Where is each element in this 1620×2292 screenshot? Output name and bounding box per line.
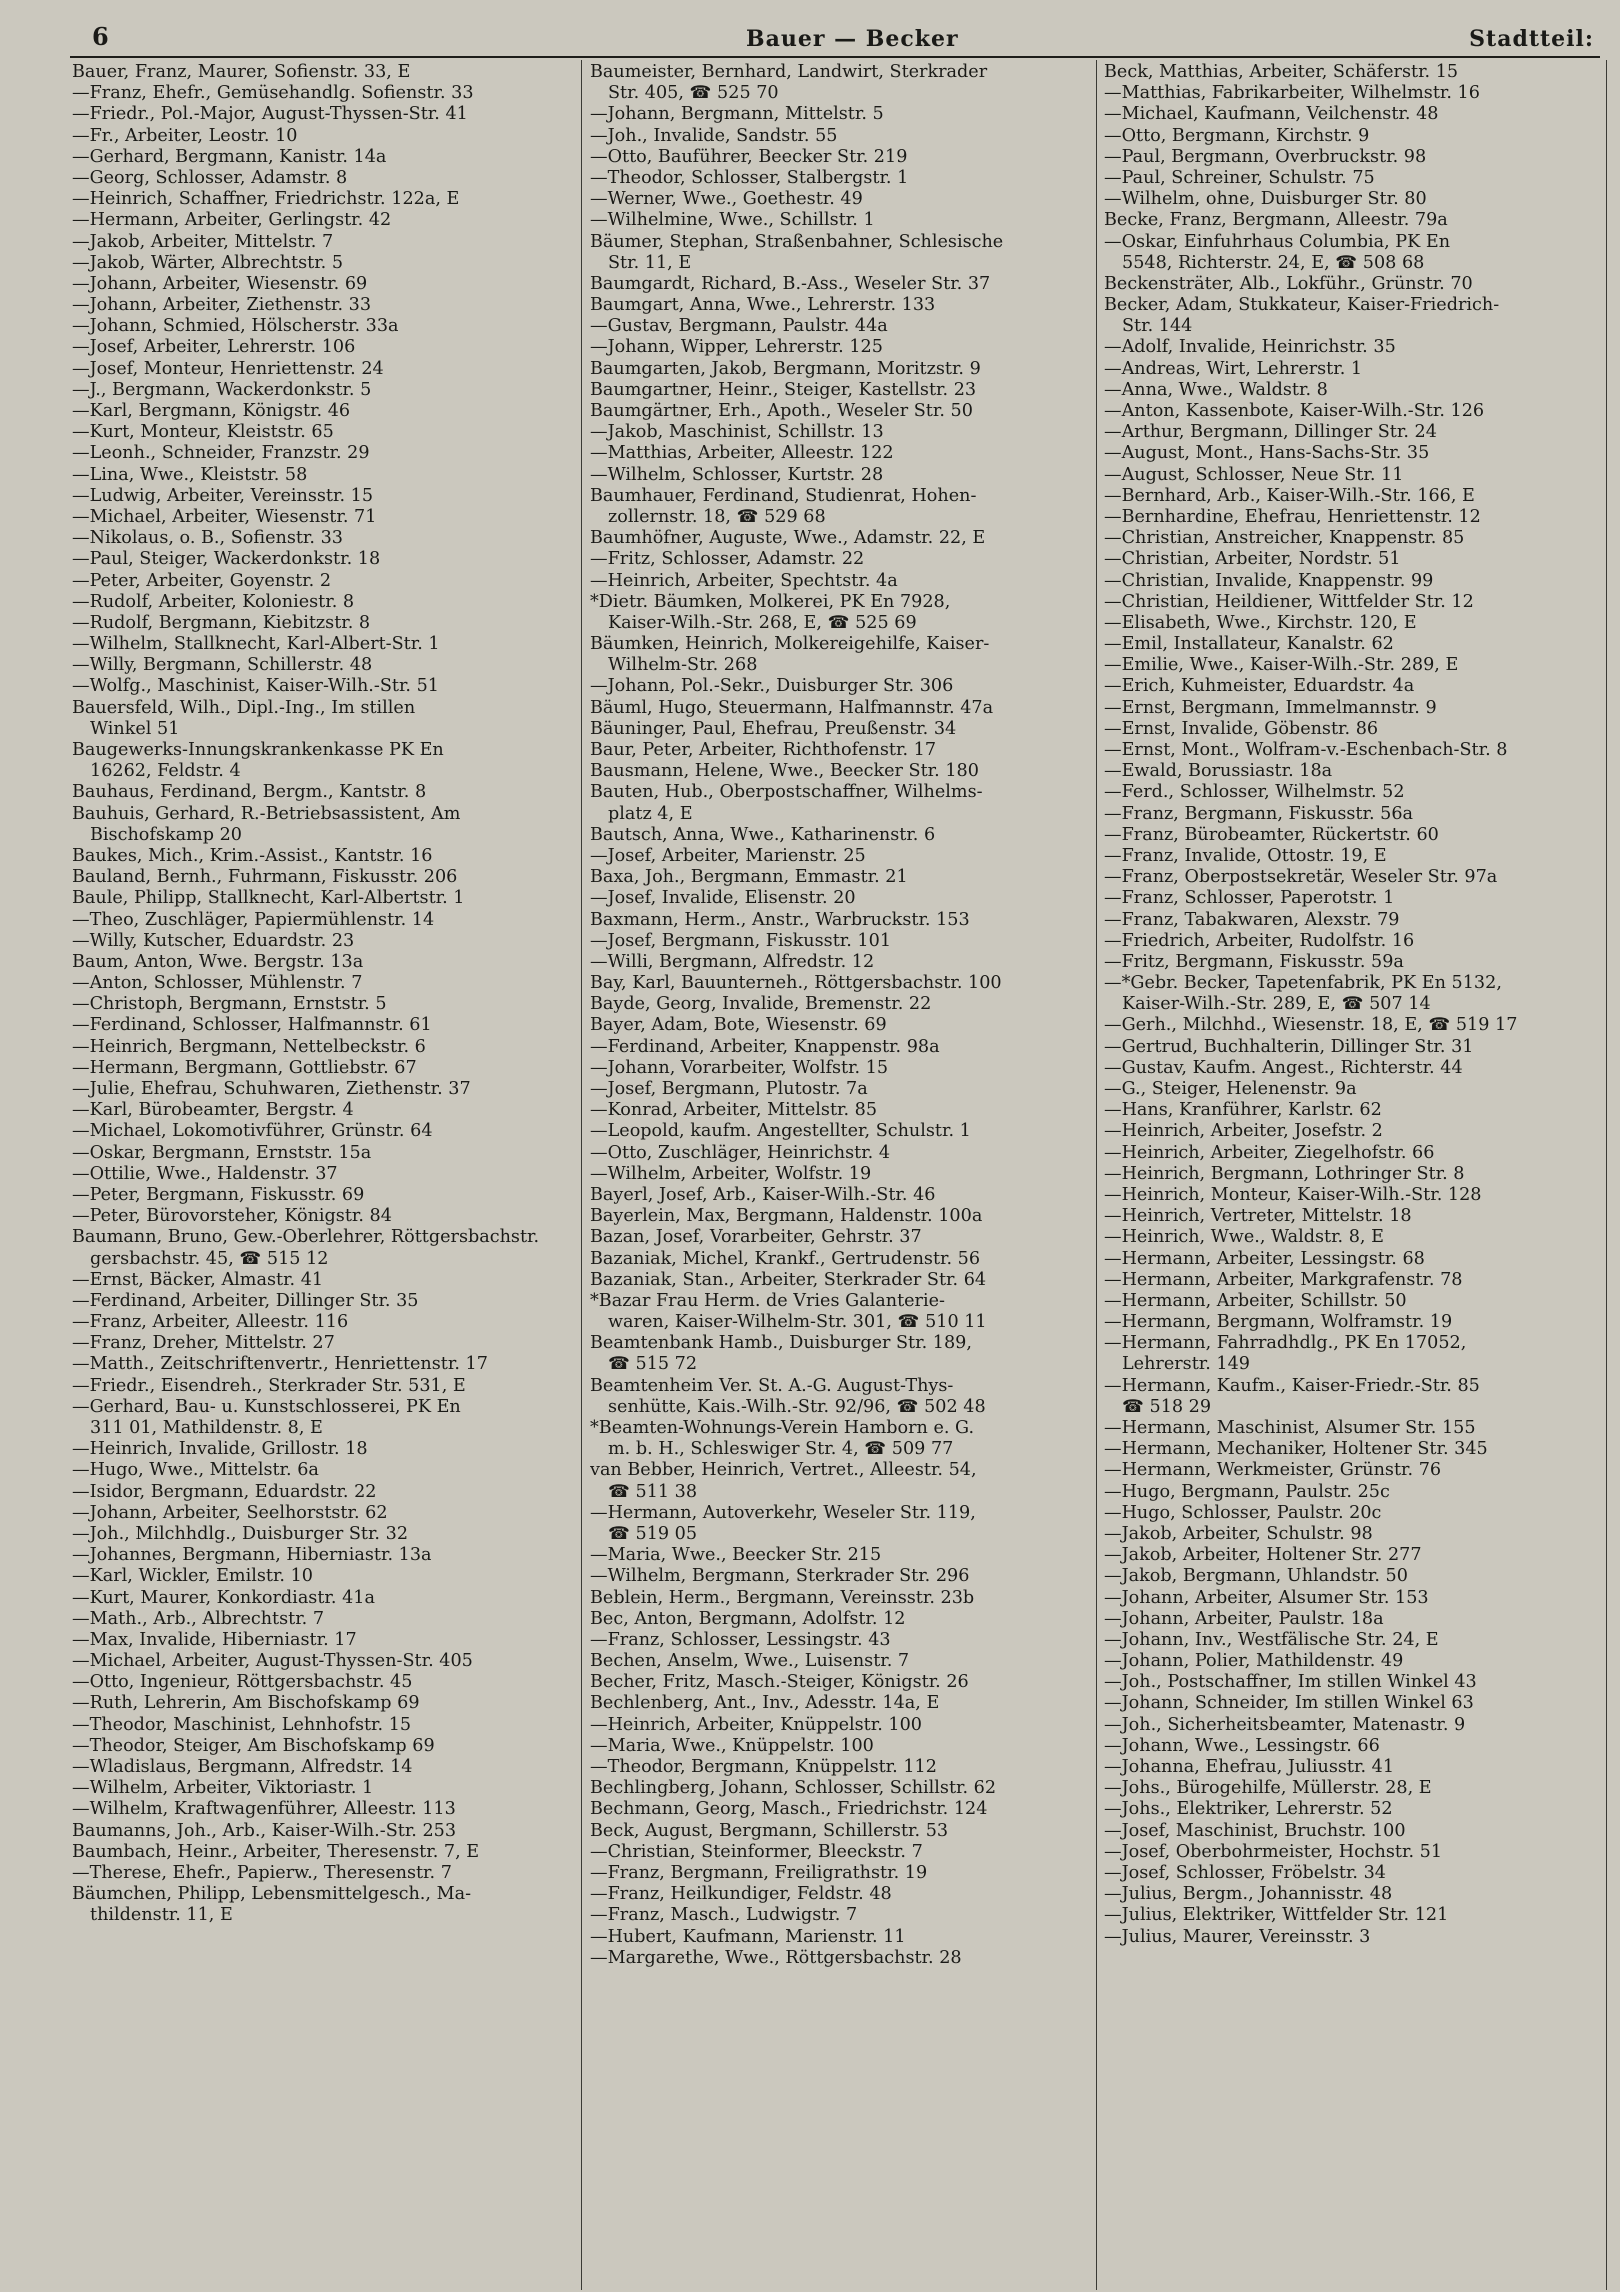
directory-entry: Baumann, Bruno, Gew.-Oberlehrer, Röttgersbachstr.: [72, 1227, 540, 1248]
directory-entry: —Heinrich, Vertreter, Mittelstr. 18: [1104, 1206, 1412, 1227]
directory-entry: —Ludwig, Arbeiter, Vereinsstr. 15: [72, 485, 374, 506]
directory-entry: —Karl, Bürobeamter, Bergstr. 4: [72, 1100, 354, 1121]
directory-entry: —Johs., Bürogehilfe, Müllerstr. 28, E: [1104, 1778, 1432, 1799]
directory-entry: Beamtenbank Hamb., Duisburger Str. 189,: [590, 1333, 972, 1354]
column-divider: [581, 60, 582, 2290]
directory-column-3: [1104, 62, 1600, 2284]
directory-entry: —Johann, Arbeiter, Seelhorststr. 62: [72, 1502, 388, 1523]
directory-entry: —Johann, Arbeiter, Wiesenstr. 69: [72, 273, 368, 294]
directory-entry: Bauhuis, Gerhard, R.-Betriebsassistent, Am: [72, 803, 461, 824]
district-heading: Stadtteil:: [1469, 26, 1594, 52]
directory-entry: —Ruth, Lehrerin, Am Bischofskamp 69: [72, 1693, 420, 1714]
header-rule: [70, 56, 1600, 58]
directory-entry: —Emil, Installateur, Kanalstr. 62: [1104, 634, 1394, 655]
directory-entry: —Hermann, Werkmeister, Grünstr. 76: [1104, 1460, 1442, 1481]
directory-entry: —Oskar, Bergmann, Ernststr. 15a: [72, 1142, 372, 1163]
directory-entry: —Therese, Ehefr., Papierw., Theresenstr. 7: [72, 1862, 452, 1883]
directory-entry: —Franz, Bergmann, Fiskusstr. 56a: [1104, 803, 1414, 824]
directory-entry: —Johann, Polier, Mathildenstr. 49: [1104, 1651, 1404, 1672]
directory-entry: Baugewerks-Innungskrankenkasse PK En: [72, 740, 444, 760]
directory-entry: —Otto, Bergmann, Kirchstr. 9: [1104, 125, 1370, 146]
directory-entry: —August, Mont., Hans-Sachs-Str. 35: [1104, 443, 1430, 464]
directory-entry: Becker, Adam, Stukkateur, Kaiser-Friedrich-: [1104, 295, 1500, 316]
directory-entry: —Wladislaus, Bergmann, Alfredstr. 14: [72, 1757, 413, 1777]
directory-entry: Bayer, Adam, Bote, Wiesenstr. 69: [590, 1015, 887, 1036]
directory-entry: —Ferdinand, Arbeiter, Knappenstr. 98a: [590, 1036, 940, 1057]
directory-entry: Beblein, Herm., Bergmann, Vereinsstr. 23b: [590, 1587, 975, 1608]
entry-continuation: 311 01, Mathildenstr. 8, E: [90, 1418, 323, 1438]
directory-entry: —Heinrich, Arbeiter, Knüppelstr. 100: [590, 1714, 922, 1735]
directory-entry: —Heinrich, Invalide, Grillostr. 18: [72, 1439, 368, 1460]
directory-entry: Baumgarten, Jakob, Bergmann, Moritzstr. 9: [590, 358, 981, 379]
directory-entry: —Karl, Bergmann, Königstr. 46: [72, 401, 351, 421]
directory-entry: —Math., Arb., Albrechtstr. 7: [72, 1608, 325, 1629]
entry-continuation: Wilhelm-Str. 268: [608, 655, 758, 676]
entry-continuation: Lehrerstr. 149: [1122, 1354, 1251, 1375]
directory-entry: Baumgart, Anna, Wwe., Lehrerstr. 133: [590, 295, 936, 316]
directory-entry: Bauland, Bernh., Fuhrmann, Fiskusstr. 206: [72, 867, 458, 888]
directory-entry: —Josef, Schlosser, Fröbelstr. 34: [1104, 1862, 1386, 1883]
directory-entry: —Hugo, Wwe., Mittelstr. 6a: [72, 1460, 319, 1481]
directory-entry: —Ottilie, Wwe., Haldenstr. 37: [72, 1163, 338, 1184]
directory-entry: —Kurt, Monteur, Kleiststr. 65: [72, 422, 334, 443]
directory-entry: Bechlingberg, Johann, Schlosser, Schillstr. 62: [590, 1778, 997, 1799]
directory-entry: —Matthias, Fabrikarbeiter, Wilhelmstr. 16: [1104, 83, 1480, 104]
directory-entry: —Ernst, Invalide, Göbenstr. 86: [1104, 718, 1379, 739]
directory-entry: —Nikolaus, o. B., Sofienstr. 33: [72, 528, 343, 549]
directory-entry: Baumbach, Heinr., Arbeiter, Theresenstr. 7, E: [72, 1841, 480, 1862]
directory-entry: —Franz, Masch., Ludwigstr. 7: [590, 1905, 858, 1926]
directory-entry: Baumhöfner, Auguste, Wwe., Adamstr. 22, E: [590, 528, 986, 549]
directory-entry: —Josef, Bergmann, Fiskusstr. 101: [590, 930, 892, 951]
directory-entry: —Julie, Ehefrau, Schuhwaren, Ziethenstr. 37: [72, 1079, 471, 1099]
entry-continuation: platz 4, E: [608, 803, 693, 824]
directory-entry: —Johs., Elektriker, Lehrerstr. 52: [1104, 1799, 1393, 1820]
directory-entry: —Gertrud, Buchhalterin, Dillinger Str. 31: [1104, 1036, 1474, 1057]
directory-entry: Baumgärtner, Erh., Apoth., Weseler Str. 50: [590, 401, 973, 421]
directory-entry: —Josef, Arbeiter, Lehrerstr. 106: [72, 337, 356, 358]
directory-entry: —Paul, Steiger, Wackerdonkstr. 18: [72, 549, 381, 570]
directory-entry: —Jakob, Bergmann, Uhlandstr. 50: [1104, 1566, 1408, 1587]
directory-entry: —Elisabeth, Wwe., Kirchstr. 120, E: [1104, 612, 1417, 633]
directory-entry: —Paul, Schreiner, Schulstr. 75: [1104, 167, 1375, 188]
entry-continuation: ☎ 515 72: [608, 1354, 698, 1375]
directory-entry: —Kurt, Maurer, Konkordiastr. 41a: [72, 1587, 375, 1608]
entry-continuation: thildenstr. 11, E: [90, 1905, 233, 1926]
directory-entry: —Heinrich, Schaffner, Friedrichstr. 122a, E: [72, 189, 460, 210]
directory-column-1: [72, 62, 572, 2284]
directory-entry: —Adolf, Invalide, Heinrichstr. 35: [1104, 337, 1396, 358]
directory-entry: —August, Schlosser, Neue Str. 11: [1104, 464, 1404, 485]
directory-entry: —Franz, Schlosser, Lessingstr. 43: [590, 1629, 891, 1650]
entry-continuation: Str. 11, E: [608, 252, 692, 273]
directory-entry: —Theodor, Bergmann, Knüppelstr. 112: [590, 1757, 937, 1777]
directory-entry: —Karl, Wickler, Emilstr. 10: [72, 1566, 313, 1587]
entry-continuation: zollernstr. 18, ☎ 529 68: [608, 506, 826, 527]
directory-entry: —Hermann, Arbeiter, Lessingstr. 68: [1104, 1248, 1425, 1269]
directory-entry: —Erich, Kuhmeister, Eduardstr. 4a: [1104, 676, 1415, 697]
directory-entry: —Jakob, Wärter, Albrechtstr. 5: [72, 252, 344, 273]
directory-entry: —Johann, Wwe., Lessingstr. 66: [1104, 1735, 1380, 1756]
directory-entry: —Rudolf, Arbeiter, Koloniestr. 8: [72, 591, 355, 612]
directory-entry: Baum, Anton, Wwe. Bergstr. 13a: [72, 951, 364, 972]
directory-entry: —Heinrich, Arbeiter, Ziegelhofstr. 66: [1104, 1142, 1435, 1163]
directory-entry: —Gustav, Kaufm. Angest., Richterstr. 44: [1104, 1057, 1463, 1078]
directory-entry: —Gerh., Milchhd., Wiesenstr. 18, E, ☎ 519 17: [1104, 1015, 1518, 1036]
directory-entry: —Michael, Arbeiter, August-Thyssen-Str. 405: [72, 1651, 473, 1672]
directory-entry: —Joh., Postschaffner, Im stillen Winkel 43: [1104, 1672, 1477, 1693]
directory-entry: Beamtenheim Ver. St. A.-G. August-Thys-: [590, 1375, 954, 1396]
directory-entry: —Ernst, Bergmann, Immelmannstr. 9: [1104, 697, 1437, 718]
directory-entry: —Gerhard, Bergmann, Kanistr. 14a: [72, 146, 387, 167]
page-number: 6: [92, 22, 109, 51]
directory-entry: —Max, Invalide, Hiberniastr. 17: [72, 1629, 357, 1650]
entry-continuation: Winkel 51: [90, 718, 180, 739]
directory-entry: Bäuninger, Paul, Ehefrau, Preußenstr. 34: [590, 718, 957, 739]
directory-entry: —Heinrich, Bergmann, Lothringer Str. 8: [1104, 1163, 1465, 1184]
directory-entry: —Hermann, Arbeiter, Schillstr. 50: [1104, 1290, 1407, 1311]
directory-entry: —Johann, Schmied, Hölscherstr. 33a: [72, 316, 399, 337]
directory-entry: Bazaniak, Stan., Arbeiter, Sterkrader Str. 64: [590, 1269, 987, 1290]
directory-entry: —Franz, Ehefr., Gemüsehandlg. Sofienstr. 33: [72, 83, 474, 104]
directory-entry: *Beamten-Wohnungs-Verein Hamborn e. G.: [590, 1418, 975, 1438]
directory-entry: —Johann, Arbeiter, Alsumer Str. 153: [1104, 1587, 1429, 1608]
directory-entry: —Konrad, Arbeiter, Mittelstr. 85: [590, 1100, 878, 1121]
directory-entry: —Anton, Kassenbote, Kaiser-Wilh.-Str. 126: [1104, 401, 1485, 421]
directory-entry: —Hermann, Mechaniker, Holtener Str. 345: [1104, 1439, 1488, 1460]
directory-entry: —Theodor, Steiger, Am Bischofskamp 69: [72, 1735, 435, 1756]
directory-entry: —Wilhelm, ohne, Duisburger Str. 80: [1104, 189, 1427, 210]
directory-entry: —Wilhelm, Kraftwagenführer, Alleestr. 113: [72, 1799, 456, 1820]
directory-entry: —Heinrich, Arbeiter, Josefstr. 2: [1104, 1121, 1383, 1142]
directory-entry: —Franz, Invalide, Ottostr. 19, E: [1104, 845, 1387, 866]
directory-entry: —Emilie, Wwe., Kaiser-Wilh.-Str. 289, E: [1104, 655, 1459, 676]
entry-continuation: gersbachstr. 45, ☎ 515 12: [90, 1248, 329, 1269]
entry-continuation: 16262, Feldstr. 4: [90, 761, 241, 782]
directory-entry: —Josef, Invalide, Elisenstr. 20: [590, 888, 856, 909]
directory-column-2: [590, 62, 1088, 2284]
directory-entry: —Franz, Arbeiter, Alleestr. 116: [72, 1312, 349, 1333]
directory-entry: —Werner, Wwe., Goethestr. 49: [590, 189, 863, 210]
directory-entry: —Franz, Oberpostsekretär, Weseler Str. 97a: [1104, 867, 1498, 888]
directory-entry: Baule, Philipp, Stallknecht, Karl-Albertstr. 1: [72, 888, 465, 909]
entry-continuation: Kaiser-Wilh.-Str. 268, E, ☎ 525 69: [608, 612, 917, 633]
directory-entry: —Hermann, Maschinist, Alsumer Str. 155: [1104, 1418, 1476, 1438]
directory-entry: *Bazar Frau Herm. de Vries Galanterie-: [590, 1290, 945, 1311]
directory-entry: —Andreas, Wirt, Lehrerstr. 1: [1104, 358, 1363, 379]
directory-entry: —Johann, Arbeiter, Ziethenstr. 33: [72, 295, 372, 316]
directory-entry: —Isidor, Bergmann, Eduardstr. 22: [72, 1481, 377, 1502]
directory-entry: —Jakob, Arbeiter, Mittelstr. 7: [72, 231, 334, 252]
directory-entry: —Jakob, Arbeiter, Schulstr. 98: [1104, 1523, 1373, 1544]
directory-entry: —Johann, Inv., Westfälische Str. 24, E: [1104, 1629, 1439, 1650]
directory-entry: —Michael, Arbeiter, Wiesenstr. 71: [72, 506, 377, 527]
directory-entry: Bausmann, Helene, Wwe., Beecker Str. 180: [590, 761, 979, 782]
directory-entry: —Matth., Zeitschriftenvertr., Henriettenstr. 17: [72, 1354, 488, 1375]
directory-entry: —Fritz, Schlosser, Adamstr. 22: [590, 549, 865, 570]
directory-entry: —*Gebr. Becker, Tapetenfabrik, PK En 5132,: [1104, 973, 1502, 994]
directory-entry: —Wilhelm, Stallknecht, Karl-Albert-Str. 1: [72, 634, 440, 655]
directory-entry: —Ferdinand, Arbeiter, Dillinger Str. 35: [72, 1290, 419, 1311]
directory-entry: —Johanna, Ehefrau, Juliusstr. 41: [1104, 1757, 1395, 1777]
entry-continuation: Bischofskamp 20: [90, 824, 242, 845]
directory-entry: —Jakob, Maschinist, Schillstr. 13: [590, 422, 884, 443]
directory-entry: —Peter, Bürovorsteher, Königstr. 84: [72, 1206, 392, 1227]
directory-entry: —Josef, Oberbohrmeister, Hochstr. 51: [1104, 1841, 1443, 1862]
entry-continuation: waren, Kaiser-Wilhelm-Str. 301, ☎ 510 11: [608, 1312, 987, 1333]
directory-entry: —Maria, Wwe., Beecker Str. 215: [590, 1545, 882, 1566]
directory-entry: —Heinrich, Bergmann, Nettelbeckstr. 6: [72, 1036, 426, 1057]
directory-entry: Baumeister, Bernhard, Landwirt, Sterkrader: [590, 62, 988, 82]
directory-entry: Baumhauer, Ferdinand, Studienrat, Hohen-: [590, 485, 977, 506]
directory-entry: Bautsch, Anna, Wwe., Katharinenstr. 6: [590, 824, 936, 845]
directory-entry: —Hermann, Arbeiter, Gerlingstr. 42: [72, 210, 392, 231]
entry-continuation: m. b. H., Schleswiger Str. 4, ☎ 509 77: [608, 1439, 954, 1460]
directory-entry: —Friedr., Eisendreh., Sterkrader Str. 531, E: [72, 1375, 466, 1396]
directory-entry: —Matthias, Arbeiter, Alleestr. 122: [590, 443, 894, 464]
directory-entry: Baukes, Mich., Krim.-Assist., Kantstr. 16: [72, 845, 433, 866]
directory-entry: —Hugo, Schlosser, Paulstr. 20c: [1104, 1502, 1382, 1523]
directory-entry: —Hermann, Arbeiter, Markgrafenstr. 78: [1104, 1269, 1463, 1290]
column-divider: [1096, 60, 1097, 2290]
directory-entry: —Fr., Arbeiter, Leostr. 10: [72, 125, 298, 146]
directory-entry: —Josef, Monteur, Henriettenstr. 24: [72, 358, 384, 379]
directory-entry: —Ferdinand, Schlosser, Halfmannstr. 61: [72, 1015, 432, 1036]
directory-entry: —Wilhelm, Arbeiter, Viktoriastr. 1: [72, 1778, 374, 1799]
directory-entry: —J., Bergmann, Wackerdonkstr. 5: [72, 379, 372, 400]
directory-entry: —Franz, Bürobeamter, Rückertstr. 60: [1104, 824, 1439, 845]
directory-entry: Beck, Matthias, Arbeiter, Schäferstr. 15: [1104, 62, 1459, 82]
directory-entry: —Willy, Bergmann, Schillerstr. 48: [72, 655, 373, 676]
directory-entry: Baxmann, Herm., Anstr., Warbruckstr. 153: [590, 909, 970, 930]
entry-continuation: ☎ 519 05: [608, 1523, 698, 1544]
directory-entry: —Franz, Dreher, Mittelstr. 27: [72, 1333, 335, 1354]
directory-entry: —Leopold, kaufm. Angestellter, Schulstr. 1: [590, 1121, 971, 1142]
directory-entry: —Johann, Pol.-Sekr., Duisburger Str. 306: [590, 676, 954, 697]
directory-entry: Bäuml, Hugo, Steuermann, Halfmannstr. 47a: [590, 697, 994, 718]
directory-entry: —Christian, Arbeiter, Nordstr. 51: [1104, 549, 1401, 570]
directory-entry: Bauersfeld, Wilh., Dipl.-Ing., Im stillen: [72, 697, 416, 718]
directory-entry: Bayde, Georg, Invalide, Bremenstr. 22: [590, 994, 932, 1015]
entry-continuation: Str. 144: [1122, 316, 1193, 337]
directory-entry: —Ewald, Borussiastr. 18a: [1104, 761, 1333, 782]
directory-entry: Bäumchen, Philipp, Lebensmittelgesch., Ma-: [72, 1884, 472, 1905]
directory-entry: —Christoph, Bergmann, Ernststr. 5: [72, 994, 387, 1015]
directory-entry: —Hermann, Bergmann, Gottliebstr. 67: [72, 1057, 417, 1078]
entry-continuation: ☎ 511 38: [608, 1481, 698, 1502]
directory-entry: —Johann, Arbeiter, Paulstr. 18a: [1104, 1608, 1384, 1629]
directory-entry: —Fritz, Bergmann, Fiskusstr. 59a: [1104, 951, 1404, 972]
directory-entry: —G., Steiger, Helenenstr. 9a: [1104, 1079, 1357, 1099]
directory-entry: Becke, Franz, Bergmann, Alleestr. 79a: [1104, 210, 1448, 231]
directory-entry: —Julius, Maurer, Vereinsstr. 3: [1104, 1926, 1371, 1947]
directory-entry: —Bernhard, Arb., Kaiser-Wilh.-Str. 166, E: [1104, 485, 1475, 506]
directory-entry: —Christian, Steinformer, Bleeckstr. 7: [590, 1841, 923, 1862]
directory-entry: —Franz, Tabakwaren, Alexstr. 79: [1104, 909, 1400, 930]
directory-entry: —Gerhard, Bau- u. Kunstschlosserei, PK En: [72, 1396, 461, 1417]
directory-entry: —Christian, Anstreicher, Knappenstr. 85: [1104, 528, 1465, 549]
directory-entry: —Georg, Schlosser, Adamstr. 8: [72, 167, 348, 188]
directory-entry: Baumgartner, Heinr., Steiger, Kastellstr. 23: [590, 379, 977, 400]
directory-entry: —Johann, Bergmann, Mittelstr. 5: [590, 104, 884, 125]
page-header: [0, 14, 1620, 58]
directory-entry: —Franz, Schlosser, Paperotstr. 1: [1104, 888, 1395, 909]
directory-entry: Beckensträter, Alb., Lokführ., Grünstr. 70: [1104, 273, 1473, 294]
directory-entry: —Anton, Schlosser, Mühlenstr. 7: [72, 973, 363, 994]
directory-entry: Bay, Karl, Bauunterneh., Röttgersbachstr. 100: [590, 973, 1002, 994]
directory-entry: —Hermann, Autoverkehr, Weseler Str. 119,: [590, 1502, 976, 1523]
directory-entry: —Christian, Invalide, Knappenstr. 99: [1104, 570, 1434, 591]
directory-entry: Baumanns, Joh., Arb., Kaiser-Wilh.-Str. 253: [72, 1820, 457, 1841]
directory-entry: —Lina, Wwe., Kleiststr. 58: [72, 464, 308, 485]
directory-entry: Bec, Anton, Bergmann, Adolfstr. 12: [590, 1608, 906, 1629]
directory-entry: Bauten, Hub., Oberpostschaffner, Wilhelms-: [590, 782, 983, 803]
directory-entry: —Johann, Schneider, Im stillen Winkel 63: [1104, 1693, 1474, 1714]
directory-entry: —Peter, Arbeiter, Goyenstr. 2: [72, 570, 332, 591]
entry-continuation: ☎ 518 29: [1122, 1396, 1212, 1417]
directory-entry: Bäumer, Stephan, Straßenbahner, Schlesische: [590, 231, 1004, 252]
directory-entry: Bayerl, Josef, Arb., Kaiser-Wilh.-Str. 46: [590, 1184, 936, 1205]
directory-entry: *Dietr. Bäumken, Molkerei, PK En 7928,: [590, 591, 951, 612]
directory-entry: —Michael, Lokomotivführer, Grünstr. 64: [72, 1121, 433, 1142]
directory-entry: —Leonh., Schneider, Franzstr. 29: [72, 443, 370, 464]
directory-entry: —Josef, Arbeiter, Marienstr. 25: [590, 845, 866, 866]
directory-entry: —Margarethe, Wwe., Röttgersbachstr. 28: [590, 1947, 962, 1968]
directory-entry: —Hubert, Kaufmann, Marienstr. 11: [590, 1926, 906, 1947]
directory-entry: —Wilhelm, Bergmann, Sterkrader Str. 296: [590, 1566, 970, 1587]
directory-entry: Beck, August, Bergmann, Schillerstr. 53: [590, 1820, 949, 1841]
directory-entry: —Bernhardine, Ehefrau, Henriettenstr. 12: [1104, 506, 1481, 527]
directory-entry: —Maria, Wwe., Knüppelstr. 100: [590, 1735, 874, 1756]
directory-entry: Bechlenberg, Ant., Inv., Adesstr. 14a, E: [590, 1693, 940, 1714]
directory-entry: —Christian, Heildiener, Wittfelder Str. 12: [1104, 591, 1474, 612]
directory-entry: Bauer, Franz, Maurer, Sofienstr. 33, E: [72, 62, 411, 82]
column-divider: [1606, 60, 1607, 2290]
directory-entry: —Theodor, Maschinist, Lehnhofstr. 15: [72, 1714, 412, 1735]
directory-entry: Bechen, Anselm, Wwe., Luisenstr. 7: [590, 1651, 910, 1672]
entry-continuation: senhütte, Kais.-Wilh.-Str. 92/96, ☎ 502 48: [608, 1396, 986, 1417]
directory-entry: —Theodor, Schlosser, Stalbergstr. 1: [590, 167, 909, 188]
directory-entry: —Wilhelm, Schlosser, Kurtstr. 28: [590, 464, 884, 485]
directory-entry: —Rudolf, Bergmann, Kiebitzstr. 8: [72, 612, 371, 633]
directory-entry: —Wilhelmine, Wwe., Schillstr. 1: [590, 210, 875, 231]
directory-entry: —Arthur, Bergmann, Dillinger Str. 24: [1104, 422, 1437, 443]
directory-entry: —Heinrich, Wwe., Waldstr. 8, E: [1104, 1227, 1384, 1248]
directory-entry: —Paul, Bergmann, Overbruckstr. 98: [1104, 146, 1427, 167]
directory-entry: —Willy, Kutscher, Eduardstr. 23: [72, 930, 355, 951]
directory-entry: —Jakob, Arbeiter, Holtener Str. 277: [1104, 1545, 1422, 1566]
directory-entry: Bauhaus, Ferdinand, Bergm., Kantstr. 8: [72, 782, 427, 803]
directory-entry: —Ferd., Schlosser, Wilhelmstr. 52: [1104, 782, 1405, 803]
directory-entry: —Joh., Milchhdlg., Duisburger Str. 32: [72, 1523, 409, 1544]
directory-entry: —Willi, Bergmann, Alfredstr. 12: [590, 951, 875, 972]
directory-entry: —Gustav, Bergmann, Paulstr. 44a: [590, 316, 888, 337]
running-title: Bauer — Becker: [746, 26, 959, 52]
directory-entry: —Josef, Bergmann, Plutostr. 7a: [590, 1079, 868, 1099]
directory-entry: —Hermann, Kaufm., Kaiser-Friedr.-Str. 85: [1104, 1375, 1480, 1396]
directory-entry: —Hans, Kranführer, Karlstr. 62: [1104, 1100, 1382, 1121]
directory-entry: —Otto, Zuschläger, Heinrichstr. 4: [590, 1142, 891, 1163]
directory-entry: —Joh., Invalide, Sandstr. 55: [590, 125, 838, 146]
entry-continuation: Kaiser-Wilh.-Str. 289, E, ☎ 507 14: [1122, 994, 1431, 1015]
directory-entry: —Ernst, Bäcker, Almastr. 41: [72, 1269, 324, 1290]
directory-entry: —Hugo, Bergmann, Paulstr. 25c: [1104, 1481, 1390, 1502]
directory-entry: Baumgardt, Richard, B.-Ass., Weseler Str. 37: [590, 273, 991, 294]
directory-entry: —Theo, Zuschläger, Papiermühlenstr. 14: [72, 909, 435, 930]
directory-entry: —Ernst, Mont., Wolfram-v.-Eschenbach-Str. 8: [1104, 740, 1508, 760]
directory-entry: —Josef, Maschinist, Bruchstr. 100: [1104, 1820, 1406, 1841]
directory-entry: —Franz, Bergmann, Freiligrathstr. 19: [590, 1862, 928, 1883]
directory-entry: —Heinrich, Monteur, Kaiser-Wilh.-Str. 128: [1104, 1184, 1482, 1205]
directory-entry: —Hermann, Fahrradhdlg., PK En 17052,: [1104, 1333, 1467, 1354]
directory-entry: Bäumken, Heinrich, Molkereigehilfe, Kaiser-: [590, 634, 990, 655]
directory-entry: —Wilhelm, Arbeiter, Wolfstr. 19: [590, 1163, 872, 1184]
directory-entry: Bayerlein, Max, Bergmann, Haldenstr. 100a: [590, 1206, 983, 1227]
directory-entry: —Otto, Bauführer, Beecker Str. 219: [590, 146, 908, 167]
directory-entry: Baur, Peter, Arbeiter, Richthofenstr. 17: [590, 740, 937, 760]
directory-entry: —Hermann, Bergmann, Wolframstr. 19: [1104, 1312, 1453, 1333]
directory-entry: —Michael, Kaufmann, Veilchenstr. 48: [1104, 104, 1439, 125]
directory-entry: Becher, Fritz, Masch.-Steiger, Königstr. 26: [590, 1672, 969, 1693]
directory-entry: —Anna, Wwe., Waldstr. 8: [1104, 379, 1328, 400]
directory-entry: —Wolfg., Maschinist, Kaiser-Wilh.-Str. 51: [72, 676, 440, 697]
directory-entry: —Oskar, Einfuhrhaus Columbia, PK En: [1104, 231, 1451, 252]
directory-entry: Bazan, Josef, Vorarbeiter, Gehrstr. 37: [590, 1227, 922, 1248]
directory-entry: —Friedrich, Arbeiter, Rudolfstr. 16: [1104, 930, 1415, 951]
directory-entry: —Franz, Heilkundiger, Feldstr. 48: [590, 1884, 892, 1905]
directory-entry: Bazaniak, Michel, Krankf., Gertrudenstr. 56: [590, 1248, 981, 1269]
directory-entry: —Heinrich, Arbeiter, Spechtstr. 4a: [590, 570, 898, 591]
directory-entry: —Johann, Vorarbeiter, Wolfstr. 15: [590, 1057, 889, 1078]
entry-continuation: 5548, Richterstr. 24, E, ☎ 508 68: [1122, 252, 1425, 273]
entry-continuation: Str. 405, ☎ 525 70: [608, 83, 779, 104]
directory-entry: —Friedr., Pol.-Major, August-Thyssen-Str. 41: [72, 104, 468, 125]
directory-entry: Baxa, Joh., Bergmann, Emmastr. 21: [590, 867, 908, 888]
directory-entry: van Bebber, Heinrich, Vertret., Alleestr. 54,: [590, 1460, 977, 1481]
directory-entry: —Peter, Bergmann, Fiskusstr. 69: [72, 1184, 365, 1205]
directory-entry: —Johannes, Bergmann, Hiberniastr. 13a: [72, 1545, 432, 1566]
directory-entry: —Julius, Bergm., Johannisstr. 48: [1104, 1884, 1393, 1905]
directory-entry: —Johann, Wipper, Lehrerstr. 125: [590, 337, 883, 358]
directory-entry: Bechmann, Georg, Masch., Friedrichstr. 124: [590, 1799, 988, 1820]
directory-entry: —Julius, Elektriker, Wittfelder Str. 121: [1104, 1905, 1449, 1926]
directory-entry: —Joh., Sicherheitsbeamter, Matenastr. 9: [1104, 1714, 1466, 1735]
directory-entry: —Otto, Ingenieur, Röttgersbachstr. 45: [72, 1672, 413, 1693]
